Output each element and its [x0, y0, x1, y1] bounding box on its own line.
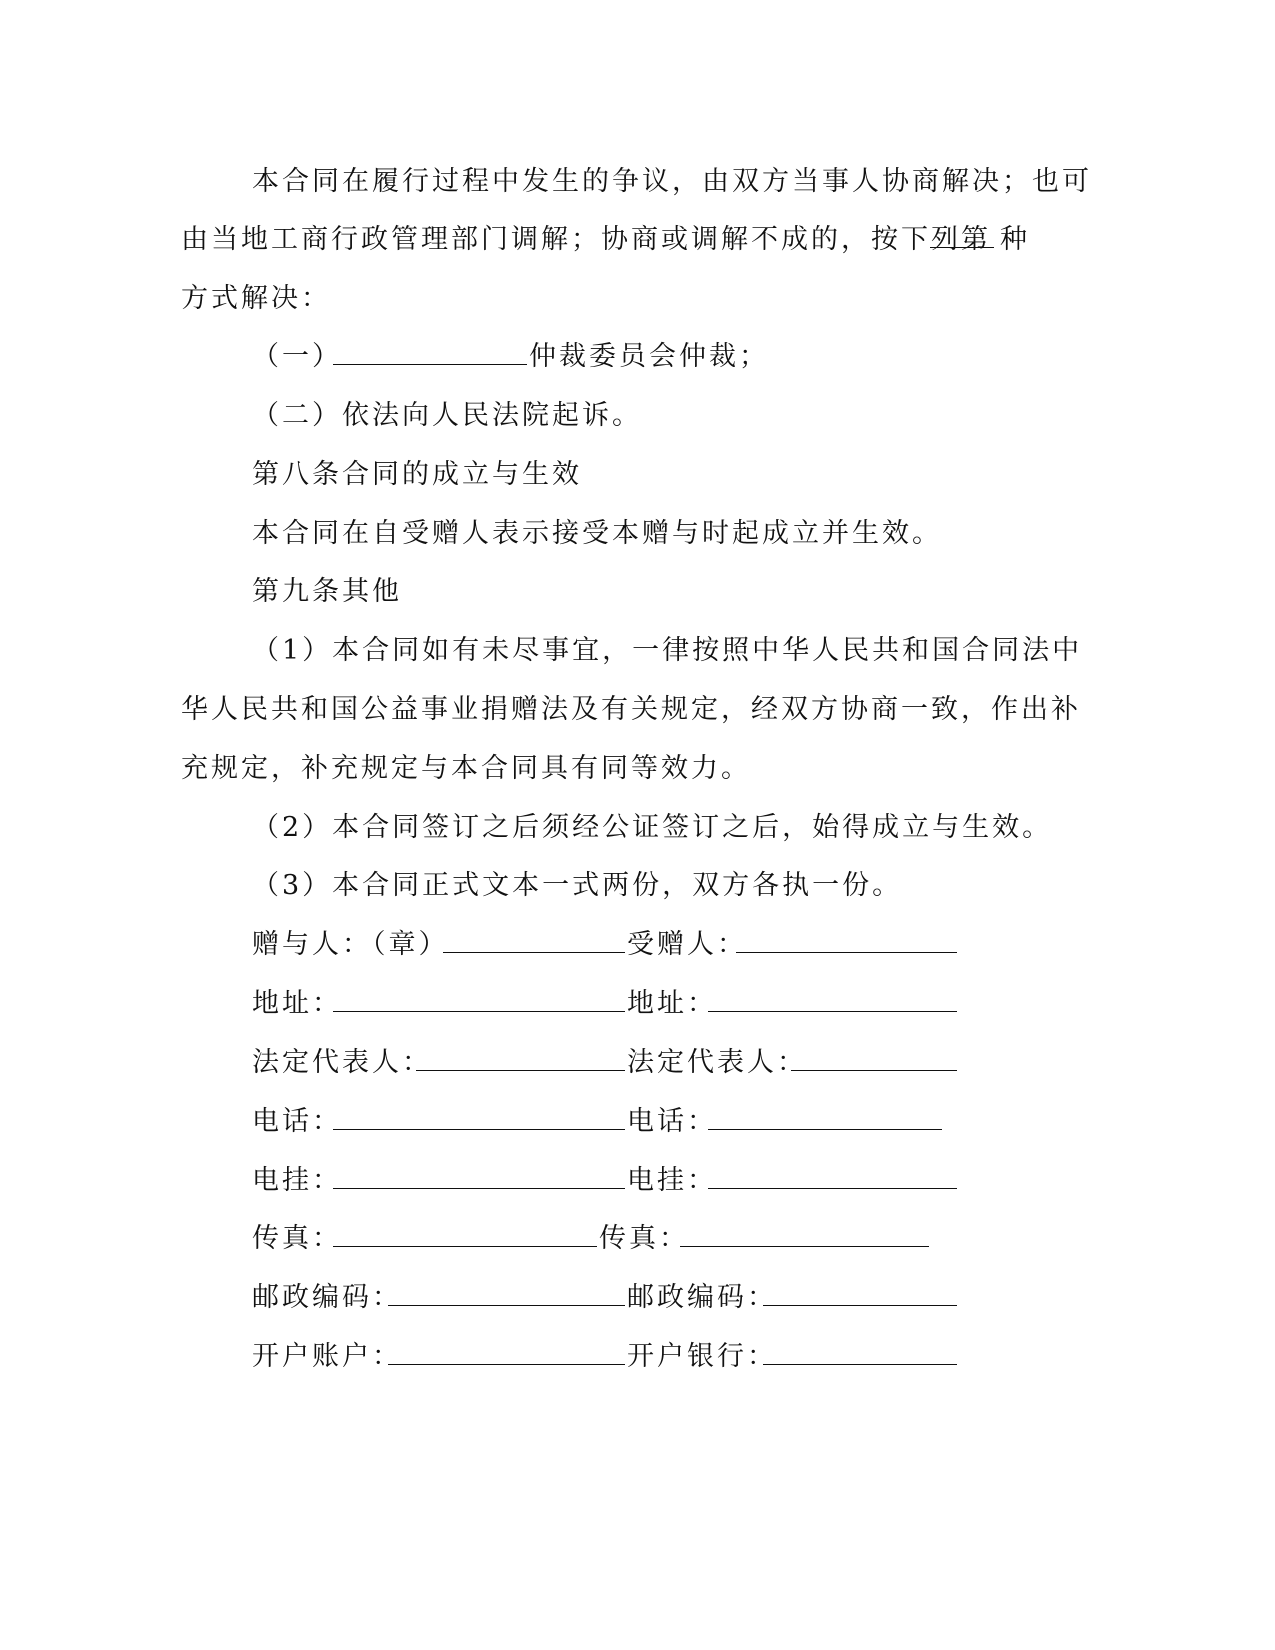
dispute-text-3: 方式解决：: [181, 283, 331, 314]
sign-row-postcode: [0, 1278, 1275, 1318]
donor-address-field[interactable]: [333, 984, 625, 1012]
donee-address-field[interactable]: [708, 984, 957, 1012]
sign-row-address: [0, 984, 1275, 1024]
donor-seal-field[interactable]: [443, 925, 625, 953]
dispute-text-2b: 种: [1000, 224, 1030, 255]
donor-legal-rep-label: 法定代表人：: [252, 1047, 432, 1078]
donor-address-label: 地址：: [252, 988, 342, 1019]
clause-2-text: （2）本合同签订之后须经公证签订之后，始得成立与生效。: [252, 812, 1053, 843]
article-9-title: [0, 572, 1275, 612]
dispute-text-2: 由当地工商行政管理部门调解；协商或调解不成的，按下列第: [181, 224, 991, 255]
dispute-line-3: [0, 279, 1275, 319]
article-9-heading: 第九条其他: [252, 576, 402, 607]
donor-legal-rep-field[interactable]: [416, 1043, 625, 1071]
article-9-clause-2: [0, 808, 1275, 848]
clause-1-text-2: 华人民共和国公益事业捐赠法及有关规定，经双方协商一致，作出补: [181, 694, 1081, 725]
donor-fax-label: 传真：: [252, 1223, 342, 1254]
donor-postcode-field[interactable]: [388, 1278, 625, 1306]
article-9-clause-1-line-2: [0, 690, 1275, 730]
donee-postcode-label: 邮政编码：: [627, 1282, 777, 1313]
donee-address-label: 地址：: [627, 988, 717, 1019]
donor-account-label: 开户账户：: [252, 1341, 402, 1372]
sign-row-phone: [0, 1102, 1275, 1142]
sign-row-legal-rep: [0, 1043, 1275, 1083]
option-2: [0, 396, 1275, 436]
donee-bank-field[interactable]: [763, 1337, 957, 1365]
donee-postcode-field[interactable]: [763, 1278, 957, 1306]
donor-fax-field[interactable]: [333, 1219, 597, 1247]
sign-row-donor: [0, 925, 1275, 965]
donee-phone-label: 电话：: [627, 1106, 717, 1137]
donee-fax-label: 传真：: [599, 1223, 689, 1254]
option-1: [0, 337, 1275, 377]
dispute-line-2: [0, 220, 1275, 260]
donor-phone-field[interactable]: [333, 1102, 625, 1130]
donee-bank-label: 开户银行：: [627, 1341, 777, 1372]
article-9-clause-3: [0, 866, 1275, 906]
option-1-label: （一）: [252, 341, 342, 372]
donee-cable-field[interactable]: [708, 1161, 957, 1189]
donor-cable-field[interactable]: [333, 1161, 625, 1189]
donee-legal-rep-field[interactable]: [791, 1043, 957, 1071]
donee-field[interactable]: [736, 925, 957, 953]
donor-phone-label: 电话：: [252, 1106, 342, 1137]
sign-row-cable: [0, 1161, 1275, 1201]
clause-1-text-3: 充规定，补充规定与本合同具有同等效力。: [181, 753, 751, 784]
article-8-text: 本合同在自受赠人表示接受本赠与时起成立并生效。: [252, 518, 942, 549]
donee-fax-field[interactable]: [680, 1219, 929, 1247]
clause-1-text-1: （1）本合同如有未尽事宜，一律按照中华人民共和国合同法中: [252, 635, 1083, 666]
donor-cable-label: 电挂：: [252, 1165, 342, 1196]
donor-postcode-label: 邮政编码：: [252, 1282, 402, 1313]
method-number-blank[interactable]: [930, 220, 994, 248]
arbitration-commission-blank[interactable]: [333, 337, 527, 365]
option-1-text: 仲裁委员会仲裁；: [529, 341, 769, 372]
dispute-line-1: [0, 162, 1275, 202]
article-8-title: [0, 455, 1275, 495]
article-8-heading: 第八条合同的成立与生效: [252, 459, 582, 490]
clause-3-text: （3）本合同正式文本一式两份，双方各执一份。: [252, 870, 903, 901]
donor-account-field[interactable]: [388, 1337, 625, 1365]
donee-cable-label: 电挂：: [627, 1165, 717, 1196]
article-8-body: [0, 514, 1275, 554]
sign-row-bank: [0, 1337, 1275, 1377]
donor-label: 赠与人：（章）: [252, 929, 449, 960]
donee-phone-field[interactable]: [708, 1102, 942, 1130]
dispute-text-1: 本合同在履行过程中发生的争议，由双方当事人协商解决；也可: [252, 166, 1092, 197]
article-9-clause-1-line-1: [0, 631, 1275, 671]
option-2-text: （二）依法向人民法院起诉。: [252, 400, 642, 431]
donee-label: 受赠人：: [627, 929, 747, 960]
sign-row-fax: [0, 1219, 1275, 1259]
article-9-clause-1-line-3: [0, 749, 1275, 789]
donee-legal-rep-label: 法定代表人：: [627, 1047, 807, 1078]
